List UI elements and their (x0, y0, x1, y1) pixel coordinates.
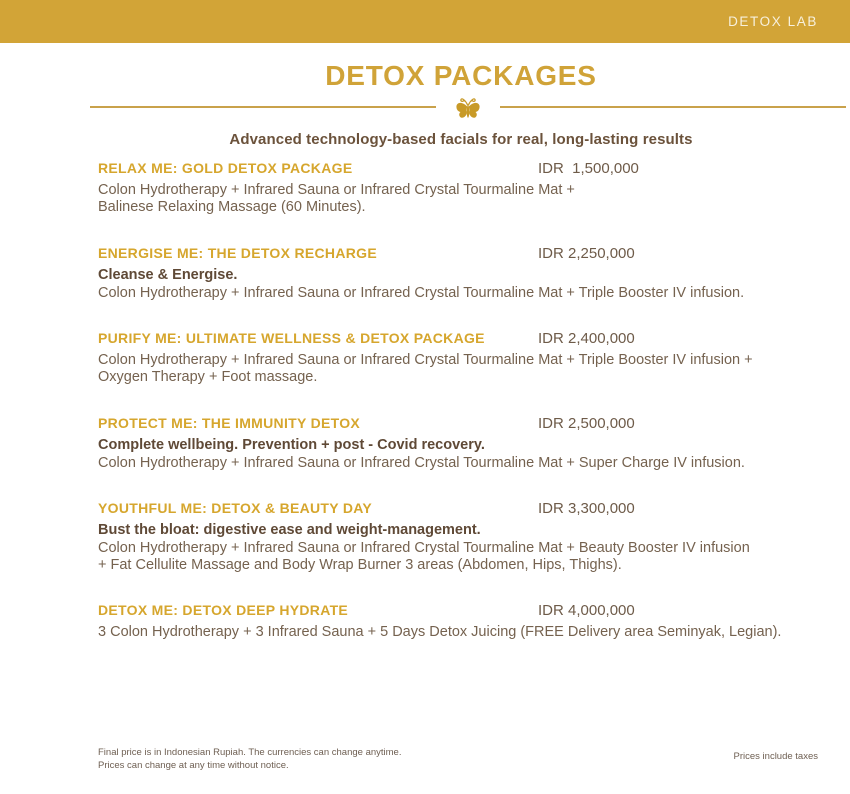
package-header (98, 500, 828, 519)
package-description (98, 455, 828, 472)
package-description (98, 352, 828, 386)
package-title: PROTECT ME: THE IMMUNITY DETOX (98, 415, 361, 431)
package-item (98, 415, 828, 472)
footer-disclaimer-line2: Prices can change at any time without notice. (98, 760, 289, 771)
package-price: IDR 4,000,000 (538, 602, 635, 619)
package-description (98, 540, 828, 574)
package-title: PURIFY ME: ULTIMATE WELLNESS & DETOX PACKAGE (98, 330, 485, 346)
page-subtitle: Advanced technology-based facials for real, long-lasting results (229, 131, 693, 148)
package-note: Complete wellbeing. Prevention + post - Covid recovery. (98, 437, 485, 453)
package-item (98, 245, 828, 302)
package-title: DETOX ME: DETOX DEEP HYDRATE (98, 602, 349, 618)
package-description (98, 624, 828, 641)
package-header (98, 160, 828, 179)
package-header (98, 330, 828, 349)
package-note: Bust the bloat: digestive ease and weight-management. (98, 522, 481, 538)
package-header (98, 415, 828, 434)
package-item (98, 160, 828, 216)
footer-taxes-note: Prices include taxes (733, 751, 818, 762)
package-price: IDR 2,250,000 (538, 245, 635, 262)
description-line: Colon Hydrotherapy + Infrared Sauna or Infrared Crystal Tourmaline Mat + (98, 182, 575, 198)
package-description (98, 285, 828, 302)
description-line: Colon Hydrotherapy + Infrared Sauna or Infrared Crystal Tourmaline Mat + Beauty Booster IV infusion (98, 539, 750, 556)
page-title: DETOX PACKAGES (325, 60, 597, 91)
footer-disclaimer-line1: Final price is in Indonesian Rupiah. The currencies can change anytime. (98, 747, 402, 758)
package-description (98, 182, 828, 216)
description-line: Oxygen Therapy + Foot massage. (98, 369, 318, 385)
package-price: IDR 1,500,000 (538, 160, 639, 177)
package-note: Cleanse & Energise. (98, 267, 238, 283)
package-price: IDR 2,500,000 (538, 415, 635, 432)
description-line: Colon Hydrotherapy + Infrared Sauna or Infrared Crystal Tourmaline Mat + Super Charge IV infusion. (98, 454, 745, 471)
package-header (98, 602, 828, 621)
package-item (98, 602, 828, 641)
description-line: 3 Colon Hydrotherapy + 3 Infrared Sauna + 5 Days Detox Juicing (FREE Delivery area Seminyak, Legian). (98, 624, 782, 640)
description-line: Balinese Relaxing Massage (60 Minutes). (98, 199, 366, 215)
description-line: Colon Hydrotherapy + Infrared Sauna or Infrared Crystal Tourmaline Mat + Triple Booster IV infusion. (98, 284, 745, 301)
description-line: Colon Hydrotherapy + Infrared Sauna or Infrared Crystal Tourmaline Mat + Triple Booster IV infusion + (98, 352, 753, 368)
package-title: RELAX ME: GOLD DETOX PACKAGE (98, 160, 353, 176)
package-price: IDR 3,300,000 (538, 500, 635, 517)
packages-list (98, 0, 828, 740)
package-header (98, 245, 828, 264)
package-item (98, 330, 828, 386)
package-price: IDR 2,400,000 (538, 330, 635, 347)
package-title: ENERGISE ME: THE DETOX RECHARGE (98, 245, 377, 261)
package-item (98, 500, 828, 574)
package-title: YOUTHFUL ME: DETOX & BEAUTY DAY (98, 500, 373, 516)
description-line: + Fat Cellulite Massage and Body Wrap Burner 3 areas (Abdomen, Hips, Thighs). (98, 556, 622, 573)
footer-disclaimer (98, 746, 401, 772)
brand-name: DETOX LAB (728, 14, 818, 29)
